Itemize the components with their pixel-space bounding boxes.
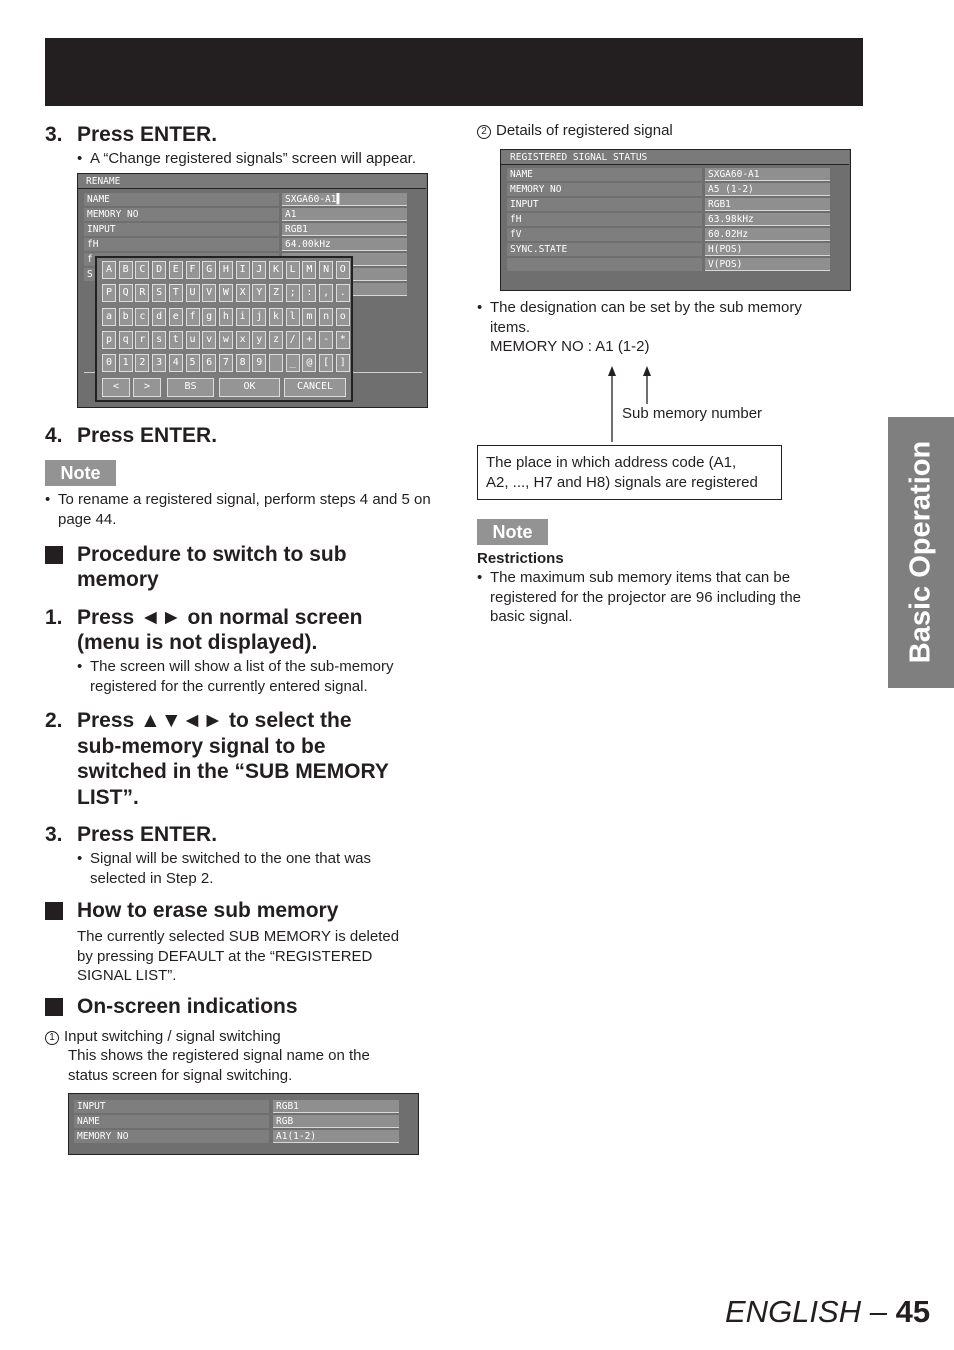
section-switch-sub-memory xyxy=(45,542,445,594)
status-screen-title: REGISTERED SIGNAL STATUS xyxy=(501,150,849,165)
arrow-head-address xyxy=(608,366,616,376)
section-side-tab xyxy=(888,417,954,688)
keyboard-key[interactable]: 4 xyxy=(169,354,183,372)
erase-body xyxy=(77,927,447,987)
note-tag: Note xyxy=(477,519,548,545)
bullet-text: selected in Step 2. xyxy=(90,869,214,887)
header-bar xyxy=(45,38,863,106)
keyboard-key[interactable]: 5 xyxy=(186,354,200,372)
keyboard-key[interactable]: U xyxy=(186,284,200,302)
side-tab-label: Basic Operation xyxy=(904,440,937,664)
row-label: SYNC.STATE xyxy=(507,243,702,256)
keyboard-key[interactable]: s xyxy=(152,331,166,349)
keyboard-key[interactable]: T xyxy=(169,284,183,302)
keyboard-key[interactable]: d xyxy=(152,308,166,326)
keyboard-key[interactable]: [ xyxy=(319,354,333,372)
keyboard-key[interactable]: I xyxy=(236,261,250,279)
keyboard-key[interactable]: z xyxy=(269,331,283,349)
section-title: On-screen indications xyxy=(77,995,298,1018)
keyboard-key[interactable]: 2 xyxy=(135,354,149,372)
step-title: Press ENTER. xyxy=(77,424,218,447)
keyboard-key[interactable]: 8 xyxy=(236,354,250,372)
keyboard-key[interactable]: l xyxy=(286,308,300,326)
step-2-select-sub-memory xyxy=(45,708,445,810)
keyboard-key[interactable]: G xyxy=(202,261,216,279)
keyboard-key[interactable]: 0 xyxy=(102,354,116,372)
keyboard-key[interactable]: f xyxy=(186,308,200,326)
item-title: Details of registered signal xyxy=(496,122,673,139)
keyboard-key[interactable]: u xyxy=(186,331,200,349)
keyboard-right-button[interactable]: > xyxy=(133,378,161,397)
section-title-line: Procedure to switch to sub xyxy=(77,543,347,566)
step-title: Press ENTER. xyxy=(77,123,218,146)
row-label-input: INPUT xyxy=(84,223,279,236)
keyboard-key[interactable]: C xyxy=(135,261,149,279)
body-line: This shows the registered signal name on the xyxy=(68,1047,370,1064)
keyboard-key[interactable]: 3 xyxy=(152,354,166,372)
row-label-input: INPUT xyxy=(74,1100,269,1113)
body-line: The currently selected SUB MEMORY is deleted xyxy=(77,928,400,945)
keyboard-key[interactable]: o xyxy=(336,308,350,326)
circled-number: 1 xyxy=(45,1031,59,1045)
keyboard-key[interactable]: n xyxy=(319,308,333,326)
keyboard-key[interactable]: p xyxy=(102,331,116,349)
row-label: fV xyxy=(507,228,702,241)
page-footer xyxy=(725,1294,931,1332)
body-line: SIGNAL LIST”. xyxy=(77,967,177,984)
step-1-bullet: • The screen will show a list of the sub-memory registered for the currently entered signal. xyxy=(77,658,394,695)
section-square-icon xyxy=(45,998,63,1016)
keyboard-key[interactable]: F xyxy=(186,261,200,279)
row-label-fh: fH xyxy=(84,238,279,251)
bullet-text: The screen will show a list of the sub-memory xyxy=(90,658,394,675)
osd-item-1-body xyxy=(68,1046,448,1086)
keyboard-key[interactable]: a xyxy=(102,308,116,326)
keyboard-key[interactable]: m xyxy=(302,308,316,326)
keyboard-backspace-button[interactable]: BS xyxy=(167,378,214,397)
keyboard-key[interactable]: x xyxy=(236,331,250,349)
row-value: A5 (1-2) xyxy=(705,183,830,196)
keyboard-key[interactable]: / xyxy=(286,331,300,349)
step-number: 1. xyxy=(45,606,63,629)
keyboard-key[interactable]: c xyxy=(135,308,149,326)
keyboard-key[interactable]: j xyxy=(252,308,266,326)
note-tag: Note xyxy=(45,460,116,486)
row-label: INPUT xyxy=(507,198,702,211)
keyboard-key[interactable]: q xyxy=(119,331,133,349)
keyboard-key[interactable]: O xyxy=(336,261,350,279)
keyboard-key[interactable]: h xyxy=(219,308,233,326)
step-title-line: sub-memory signal to be xyxy=(77,734,326,758)
bullet-text: registered for the projector are 96 including the xyxy=(490,588,802,606)
row-label: fH xyxy=(507,213,702,226)
keyboard-key[interactable]: P xyxy=(102,284,116,302)
address-code-callout xyxy=(477,445,782,500)
step-4-press-enter xyxy=(45,423,445,449)
step-title-line: (menu is not displayed). xyxy=(77,631,318,654)
row-label-hidden-1: f xyxy=(84,253,279,266)
section-on-screen-indications xyxy=(45,994,445,1020)
keyboard-key[interactable]: Q xyxy=(119,284,133,302)
bullet-text: Signal will be switched to the one that was xyxy=(90,850,371,867)
section-title-line: memory xyxy=(77,568,159,591)
row-value-input: RGB1 xyxy=(273,1100,399,1113)
step-title-line: Press ◄► on normal screen xyxy=(77,606,363,629)
step-1-press-arrows xyxy=(45,605,445,657)
keyboard-key[interactable]: Z xyxy=(269,284,283,302)
keyboard-key[interactable]: v xyxy=(202,331,216,349)
row-value-input: RGB1 xyxy=(282,223,407,236)
item-2-title xyxy=(477,121,857,141)
pointer-arrows xyxy=(600,362,660,444)
keyboard-key[interactable]: H xyxy=(219,261,233,279)
osd-item-1-title xyxy=(45,1027,445,1047)
row-label-hidden-2: S xyxy=(84,268,279,281)
row-value: H(POS) xyxy=(705,243,830,256)
note-text: To rename a registered signal, perform steps 4 and 5 on page 44. xyxy=(58,491,431,528)
keyboard-key[interactable]: R xyxy=(135,284,149,302)
body-line: by pressing DEFAULT at the “REGISTERED xyxy=(77,947,373,965)
bullet-text: basic signal. xyxy=(490,608,573,625)
keyboard-key[interactable]: b xyxy=(119,308,133,326)
keyboard-key[interactable]: J xyxy=(252,261,266,279)
step-number: 4. xyxy=(45,424,63,447)
row-value-fh: 64.00kHz xyxy=(282,238,407,251)
keyboard-key[interactable]: g xyxy=(202,308,216,326)
callout-line: The place in which address code (A1, xyxy=(486,454,737,471)
keyboard-key[interactable]: N xyxy=(319,261,333,279)
input-switch-screen xyxy=(68,1093,419,1155)
keyboard-key[interactable]: 1 xyxy=(119,354,133,372)
row-value: SXGA60-A1 xyxy=(705,168,830,181)
rename-screen xyxy=(77,173,428,408)
keyboard-key[interactable]: y xyxy=(252,331,266,349)
keyboard-key[interactable]: @ xyxy=(302,354,316,372)
row-label-memory-no: MEMORY NO xyxy=(84,208,279,221)
row-label-name: NAME xyxy=(74,1115,269,1128)
keyboard-key[interactable]: e xyxy=(169,308,183,326)
keyboard-key[interactable]: B xyxy=(119,261,133,279)
rename-screen-title: RENAME xyxy=(78,174,426,189)
item-title: Input switching / signal switching xyxy=(64,1028,281,1045)
bullet-text: The maximum sub memory items that can be xyxy=(490,569,791,586)
step-title-line: switched in the “SUB MEMORY xyxy=(77,760,389,783)
section-erase-sub-memory xyxy=(45,898,445,924)
note-bullet: • To rename a registered signal, perform steps 4 and 5 on page 44. xyxy=(45,490,445,530)
circled-number: 2 xyxy=(477,125,491,139)
callout-line: A2, ..., H7 and H8) signals are registered xyxy=(486,474,758,491)
row-value-name: RGB xyxy=(273,1115,399,1128)
designation-bullet: • The designation can be set by the sub memory items. MEMORY NO : A1 (1-2) xyxy=(477,299,802,355)
keyboard-cancel-button[interactable]: CANCEL xyxy=(284,378,346,397)
keyboard-key[interactable]: X xyxy=(236,284,250,302)
step-3-bullet: • A “Change registered signals” screen will appear. xyxy=(77,150,417,167)
keyboard-key[interactable]: E xyxy=(169,261,183,279)
note-bullet: • The maximum sub memory items that can be registered for the projector are 96 including the basic signal. xyxy=(477,569,802,625)
keyboard-key[interactable]: . xyxy=(336,284,350,302)
keyboard-key[interactable]: k xyxy=(269,308,283,326)
on-screen-keyboard xyxy=(95,256,353,402)
keyboard-left-button[interactable]: < xyxy=(102,378,130,397)
row-label xyxy=(507,258,702,271)
keyboard-key[interactable]: 9 xyxy=(252,354,266,372)
bullet-text: registered for the currently entered signal. xyxy=(90,677,368,695)
keyboard-key[interactable]: A xyxy=(102,261,116,279)
page-number: 45 xyxy=(895,1294,931,1329)
registered-signal-status-screen xyxy=(500,149,851,291)
keyboard-key[interactable]: - xyxy=(319,331,333,349)
keyboard-key[interactable]: : xyxy=(302,284,316,302)
arrow-head-sub xyxy=(643,366,651,376)
keyboard-key[interactable] xyxy=(269,354,283,372)
step-3b-bullet: • Signal will be switched to the one that was selected in Step 2. xyxy=(77,850,371,887)
section-square-icon xyxy=(45,546,63,564)
bullet-text: A “Change registered signals” screen will appear. xyxy=(90,150,417,167)
sub-memory-number-label: Sub memory number xyxy=(622,405,763,422)
section-title: How to erase sub memory xyxy=(77,899,339,922)
keyboard-key[interactable]: S xyxy=(152,284,166,302)
keyboard-key[interactable]: r xyxy=(135,331,149,349)
row-value: V(POS) xyxy=(705,258,830,271)
row-value: 60.02Hz xyxy=(705,228,830,241)
row-label: NAME xyxy=(507,168,702,181)
row-label: MEMORY NO xyxy=(507,183,702,196)
footer-language: ENGLISH – xyxy=(725,1294,887,1329)
keyboard-key[interactable]: _ xyxy=(286,354,300,372)
keyboard-key[interactable]: * xyxy=(336,331,350,349)
keyboard-key[interactable]: ; xyxy=(286,284,300,302)
keyboard-key[interactable]: , xyxy=(319,284,333,302)
row-label-name: NAME xyxy=(84,193,279,206)
step-title-line: LIST”. xyxy=(77,785,139,809)
bullet-text: items. xyxy=(490,318,531,336)
step-title-line: Press ▲▼◄► to select the xyxy=(77,709,352,732)
keyboard-key[interactable]: ] xyxy=(336,354,350,372)
step-3-press-enter-b xyxy=(45,822,445,848)
row-value-memory-no: A1 xyxy=(282,208,407,221)
row-label-memory-no: MEMORY NO xyxy=(74,1130,269,1143)
keyboard-key[interactable]: W xyxy=(219,284,233,302)
bullet-text: The designation can be set by the sub memory xyxy=(490,299,802,316)
keyboard-ok-button[interactable]: OK xyxy=(219,378,280,397)
step-title: Press ENTER. xyxy=(77,823,218,846)
section-square-icon xyxy=(45,902,63,920)
keyboard-key[interactable]: i xyxy=(236,308,250,326)
keyboard-key[interactable]: 7 xyxy=(219,354,233,372)
body-line: status screen for signal switching. xyxy=(68,1066,293,1084)
keyboard-key[interactable]: + xyxy=(302,331,316,349)
name-input-field[interactable]: SXGA60-A1▌ xyxy=(282,193,407,206)
keyboard-key[interactable]: t xyxy=(169,331,183,349)
keyboard-key[interactable]: K xyxy=(269,261,283,279)
step-number: 3. xyxy=(45,123,63,146)
keyboard-key[interactable]: 6 xyxy=(202,354,216,372)
bullet-text: MEMORY NO : A1 (1-2) xyxy=(490,338,650,355)
row-value: RGB1 xyxy=(705,198,830,211)
row-value: 63.98kHz xyxy=(705,213,830,226)
step-number: 3. xyxy=(45,823,63,846)
row-value-memory-no: A1(1-2) xyxy=(273,1130,399,1143)
keyboard-key[interactable]: w xyxy=(219,331,233,349)
keyboard-key[interactable]: Y xyxy=(252,284,266,302)
step-3-press-enter xyxy=(45,122,445,148)
keyboard-key[interactable]: V xyxy=(202,284,216,302)
note-heading: Restrictions xyxy=(477,550,564,567)
keyboard-key[interactable]: D xyxy=(152,261,166,279)
keyboard-key[interactable]: M xyxy=(302,261,316,279)
keyboard-key[interactable]: L xyxy=(286,261,300,279)
step-number: 2. xyxy=(45,709,63,732)
